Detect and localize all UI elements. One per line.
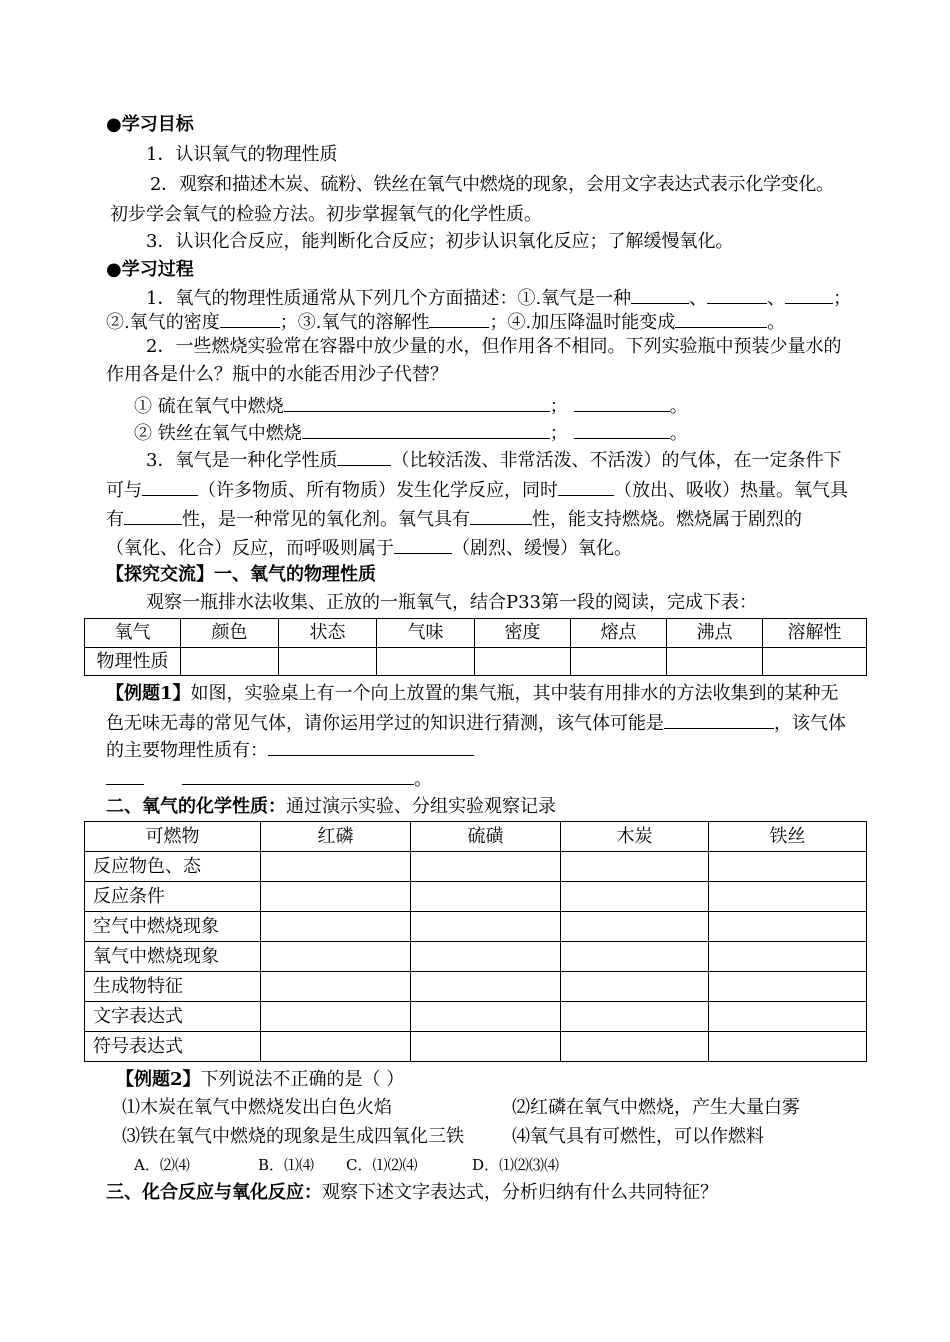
table-cell-input[interactable] — [261, 942, 411, 972]
q3-text: 有 — [106, 509, 124, 530]
q3-text: （许多物质、所有物质）发生化学反应，同时 — [198, 480, 558, 501]
table-cell-input[interactable] — [411, 912, 561, 942]
table-cell-input[interactable] — [181, 648, 279, 676]
blank[interactable] — [124, 506, 182, 525]
q3-text: 性，是一种常见的氧化剂。氧气具有 — [182, 509, 470, 530]
q3-text: （比较活泼、非常活泼、不活泼）的气体，在一定条件下 — [391, 450, 842, 471]
table-cell-input[interactable] — [561, 852, 709, 882]
chem-heading-line — [106, 795, 556, 821]
table-row — [85, 648, 867, 676]
question-1-line1 — [146, 285, 851, 311]
example-1-text: 色无味无毒的常见气体，请你运用学过的知识进行猜测，该气体可能是 — [106, 713, 664, 734]
table-header-cell: 红磷 — [261, 822, 411, 852]
choice-d[interactable]: D．⑴⑵⑶⑷ — [472, 1156, 560, 1174]
blank[interactable] — [664, 710, 774, 729]
table-cell-input[interactable] — [709, 1032, 867, 1062]
row-label: 生成物特征 — [85, 972, 261, 1002]
q3-text: （放出、吸收）热量。氧气具 — [614, 480, 848, 501]
table-header-cell: 可燃物 — [85, 822, 261, 852]
example-1-text: ，该气体 — [774, 713, 846, 734]
table-cell-input[interactable] — [411, 1032, 561, 1062]
table-cell-input[interactable] — [261, 1032, 411, 1062]
example-2-option-4: ⑷氧气具有可燃性，可以作燃料 — [512, 1126, 764, 1147]
blank[interactable] — [337, 447, 391, 466]
section-3-line — [106, 1181, 718, 1207]
q3-text: 3．氧气是一种化学性质 — [146, 450, 338, 471]
period: 。 — [414, 769, 432, 790]
period: 。 — [669, 396, 688, 417]
table-cell-input[interactable] — [261, 882, 411, 912]
example-2-option-2: ⑵红磷在氧气中燃烧，产生大量白雾 — [512, 1097, 800, 1118]
table-cell-input[interactable] — [571, 648, 667, 676]
blank[interactable] — [106, 766, 144, 785]
table-cell-input[interactable] — [411, 942, 561, 972]
table-header-cell: 密度 — [475, 619, 571, 648]
row-label: 符号表达式 — [85, 1032, 261, 1062]
table-cell-input[interactable] — [561, 1002, 709, 1032]
separator: ； — [549, 396, 568, 417]
table-header-cell: 硫磺 — [411, 822, 561, 852]
row-label: 空气中燃烧现象 — [85, 912, 261, 942]
example-1-line4 — [106, 766, 432, 792]
blank[interactable] — [302, 420, 550, 439]
period: 。 — [669, 423, 688, 444]
table-cell-input[interactable] — [709, 1002, 867, 1032]
blank[interactable] — [394, 535, 452, 554]
example-1-label: 【例题1】 — [106, 683, 191, 704]
table-header-cell: 氧气 — [85, 619, 181, 648]
q2-item-1-text: ① 硫在氧气中燃烧 — [134, 396, 284, 417]
period: 。 — [767, 312, 786, 333]
table-cell-input[interactable] — [261, 972, 411, 1002]
choice-b[interactable]: B．⑴⑷ — [258, 1156, 315, 1174]
blank[interactable] — [182, 766, 414, 785]
table-cell-input[interactable] — [411, 972, 561, 1002]
table-cell-input[interactable] — [411, 882, 561, 912]
blank[interactable] — [284, 393, 550, 412]
row-label: 反应物色、态 — [85, 852, 261, 882]
question-2-item-2 — [134, 420, 688, 446]
table-cell-input[interactable] — [709, 912, 867, 942]
example-2-option-1: ⑴木炭在氧气中燃烧发出白色火焰 — [122, 1097, 392, 1118]
table-cell-input[interactable] — [261, 912, 411, 942]
row-label: 文字表达式 — [85, 1002, 261, 1032]
table-cell-input[interactable] — [709, 882, 867, 912]
separator: 、 — [689, 288, 708, 309]
question-1-line2 — [106, 309, 785, 335]
example-2-option-3: ⑶铁在氧气中燃烧的现象是生成四氧化三铁 — [122, 1126, 464, 1147]
table-cell-input[interactable] — [561, 912, 709, 942]
table-row — [85, 912, 867, 942]
table-header-cell: 铁丝 — [709, 822, 867, 852]
q3-text: 性，能支持燃烧。燃烧属于剧烈的 — [532, 509, 802, 530]
row-label: 反应条件 — [85, 882, 261, 912]
table-header-row — [85, 619, 867, 648]
q1-density-text: ②.氧气的密度 — [106, 312, 220, 333]
blank[interactable] — [574, 420, 670, 439]
question-3-line2 — [106, 477, 848, 503]
table-cell-input[interactable] — [561, 942, 709, 972]
table-row — [85, 1002, 867, 1032]
chem-heading-rest: 通过演示实验、分组实验观察记录 — [286, 796, 556, 817]
question-2-line1: 2．一些燃烧实验常在容器中放少量的水，但作用各不相同。下列实验瓶中预装少量水的 — [146, 336, 842, 357]
physical-properties-table — [84, 618, 867, 676]
example-2-question: 下列说法不正确的是（ ） — [200, 1069, 405, 1090]
row-label: 物理性质 — [85, 648, 181, 676]
example-2-label: 【例题2】 — [116, 1069, 201, 1090]
example-1-text: 的主要物理性质有： — [106, 740, 268, 761]
table-cell-input[interactable] — [709, 972, 867, 1002]
q2-item-2-text: ② 铁丝在氧气中燃烧 — [134, 423, 302, 444]
table-cell-input[interactable] — [561, 882, 709, 912]
question-2-item-1 — [134, 393, 688, 419]
blank[interactable] — [675, 309, 767, 328]
table-cell-input[interactable] — [763, 648, 867, 676]
table-cell-input[interactable] — [261, 1002, 411, 1032]
blank[interactable] — [574, 393, 670, 412]
table-header-cell: 颜色 — [181, 619, 279, 648]
example-1-line3 — [106, 737, 474, 763]
separator: ； — [549, 423, 568, 444]
table-row — [85, 852, 867, 882]
separator: ； — [833, 288, 852, 309]
goals-heading: ●学习目标 — [106, 114, 194, 135]
blank[interactable] — [631, 285, 689, 304]
question-3-line1 — [146, 447, 841, 473]
blank[interactable] — [558, 477, 614, 496]
table-cell-input[interactable] — [261, 852, 411, 882]
example-2-line — [116, 1068, 404, 1094]
table-header-cell: 熔点 — [571, 619, 667, 648]
blank[interactable] — [142, 477, 198, 496]
row-label: 氧气中燃烧现象 — [85, 942, 261, 972]
blank[interactable] — [470, 506, 532, 525]
question-1-text: 1．氧气的物理性质通常从下列几个方面描述：①.氧气是一种 — [146, 288, 632, 309]
section-3-heading: 三、化合反应与氧化反应： — [106, 1182, 322, 1203]
q1-solubility-text: ；③.氧气的溶解性 — [279, 312, 430, 333]
question-3-line3 — [106, 506, 802, 532]
table-row — [85, 942, 867, 972]
question-2-line2: 作用各是什么？瓶中的水能否用沙子代替？ — [106, 364, 448, 385]
example-1-text: 如图，实验桌上有一个向上放置的集气瓶，其中装有用排水的方法收集到的某种无 — [190, 683, 839, 704]
q3-text: 可与 — [106, 480, 142, 501]
goal-3: 3．认识化合反应，能判断化合反应；初步认识氧化反应；了解缓慢氧化。 — [146, 231, 734, 252]
table-cell-input[interactable] — [411, 852, 561, 882]
blank[interactable] — [268, 737, 474, 756]
explore-heading: 【探究交流】一、氧气的物理性质 — [106, 564, 376, 585]
blank[interactable] — [220, 309, 280, 328]
table-cell-input[interactable] — [561, 1032, 709, 1062]
table-header-cell: 溶解性 — [763, 619, 867, 648]
section-3-text: 观察下述文字表达式，分析归纳有什么共同特征？ — [322, 1182, 718, 1203]
table-row — [85, 1032, 867, 1062]
example-1-line2 — [106, 710, 846, 736]
table-cell-input[interactable] — [279, 648, 377, 676]
example-1-line1 — [106, 682, 839, 708]
table-cell-input[interactable] — [475, 648, 571, 676]
table-row — [85, 972, 867, 1002]
q3-text: （剧烈、缓慢）氧化。 — [452, 538, 632, 559]
table-header-row — [85, 822, 867, 852]
separator: 、 — [767, 288, 786, 309]
chem-heading: 二、氧气的化学性质： — [106, 796, 286, 817]
blank[interactable] — [429, 309, 489, 328]
blank[interactable] — [785, 285, 833, 304]
goal-1: 1．认识氧气的物理性质 — [146, 144, 338, 165]
process-heading: ●学习过程 — [106, 259, 194, 280]
goal-2-line1: 2．观察和描述木炭、硫粉、铁丝在氧气中燃烧的现象，会用文字表达式表示化学变化。 — [150, 174, 834, 195]
choice-c[interactable]: C．⑴⑵⑷ — [346, 1156, 418, 1174]
table-cell-input[interactable] — [709, 852, 867, 882]
table-header-cell: 气味 — [377, 619, 475, 648]
q1-liquefy-text: ；④.加压降温时能变成 — [489, 312, 676, 333]
choice-a[interactable]: A．⑵⑷ — [134, 1156, 190, 1174]
table-cell-input[interactable] — [377, 648, 475, 676]
table-header-cell: 沸点 — [667, 619, 763, 648]
goal-2-line2: 初步学会氧气的检验方法。初步掌握氧气的化学性质。 — [110, 204, 542, 225]
table-header-cell: 状态 — [279, 619, 377, 648]
blank[interactable] — [707, 285, 767, 304]
question-3-line4 — [106, 535, 632, 561]
table-cell-input[interactable] — [709, 942, 867, 972]
table-cell-input[interactable] — [411, 1002, 561, 1032]
explore-intro: 观察一瓶排水法收集、正放的一瓶氧气，结合P33第一段的阅读，完成下表： — [146, 592, 758, 613]
table-cell-input[interactable] — [561, 972, 709, 1002]
table-header-cell: 木炭 — [561, 822, 709, 852]
chemical-properties-table — [84, 821, 867, 1062]
table-row — [85, 882, 867, 912]
q3-text: （氧化、化合）反应，而呼吸则属于 — [106, 538, 394, 559]
table-cell-input[interactable] — [667, 648, 763, 676]
